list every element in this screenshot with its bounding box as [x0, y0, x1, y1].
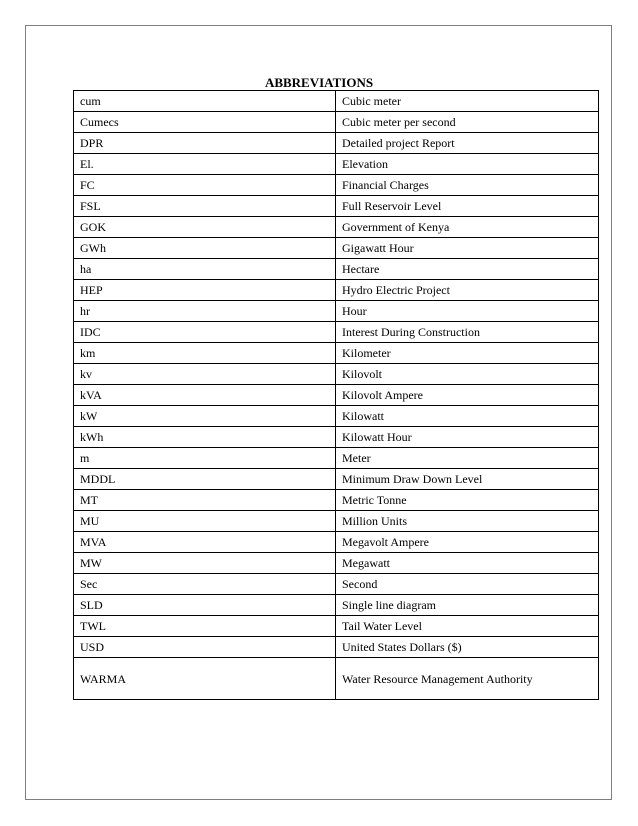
table-row — [74, 175, 599, 196]
abbreviation-cell: ha — [74, 259, 336, 280]
meaning-cell: Kilowatt — [336, 406, 599, 427]
meaning-cell: Water Resource Management Authority — [336, 658, 599, 700]
abbreviation-cell: MU — [74, 511, 336, 532]
abbreviation-cell: HEP — [74, 280, 336, 301]
meaning-cell: Kilovolt Ampere — [336, 385, 599, 406]
table-row — [74, 616, 599, 637]
meaning-cell: Megawatt — [336, 553, 599, 574]
abbreviation-cell: kW — [74, 406, 336, 427]
abbreviation-cell: MT — [74, 490, 336, 511]
table-row — [74, 133, 599, 154]
table-row — [74, 574, 599, 595]
table-row — [74, 343, 599, 364]
abbreviation-cell: FSL — [74, 196, 336, 217]
page-title: ABBREVIATIONS — [264, 75, 374, 90]
meaning-cell: Single line diagram — [336, 595, 599, 616]
abbreviation-cell: cum — [74, 91, 336, 112]
meaning-cell: Tail Water Level — [336, 616, 599, 637]
meaning-cell: Minimum Draw Down Level — [336, 469, 599, 490]
table-row — [74, 238, 599, 259]
meaning-cell: Cubic meter — [336, 91, 599, 112]
table-row — [74, 448, 599, 469]
abbreviation-cell: m — [74, 448, 336, 469]
abbreviation-cell: GWh — [74, 238, 336, 259]
abbreviation-cell: MDDL — [74, 469, 336, 490]
table-row — [74, 112, 599, 133]
table-row — [74, 364, 599, 385]
abbreviation-cell: km — [74, 343, 336, 364]
meaning-cell: Kilometer — [336, 343, 599, 364]
meaning-cell: Elevation — [336, 154, 599, 175]
table-row — [74, 322, 599, 343]
table-row — [74, 658, 599, 700]
abbreviation-cell: MW — [74, 553, 336, 574]
abbreviation-cell: SLD — [74, 595, 336, 616]
table-row — [74, 511, 599, 532]
meaning-cell: Government of Kenya — [336, 217, 599, 238]
meaning-cell: Kilowatt Hour — [336, 427, 599, 448]
table-row — [74, 553, 599, 574]
abbreviation-cell: USD — [74, 637, 336, 658]
table-row — [74, 217, 599, 238]
meaning-cell: United States Dollars ($) — [336, 637, 599, 658]
meaning-cell: Full Reservoir Level — [336, 196, 599, 217]
abbreviations-table-body — [74, 91, 599, 700]
table-row — [74, 196, 599, 217]
meaning-cell: Interest During Construction — [336, 322, 599, 343]
table-row — [74, 385, 599, 406]
meaning-cell: Gigawatt Hour — [336, 238, 599, 259]
meaning-cell: Metric Tonne — [336, 490, 599, 511]
table-row — [74, 595, 599, 616]
abbreviation-cell: IDC — [74, 322, 336, 343]
table-row — [74, 406, 599, 427]
abbreviation-cell: GOK — [74, 217, 336, 238]
table-row — [74, 280, 599, 301]
meaning-cell: Million Units — [336, 511, 599, 532]
meaning-cell: Second — [336, 574, 599, 595]
abbreviation-cell: MVA — [74, 532, 336, 553]
meaning-cell: Financial Charges — [336, 175, 599, 196]
table-row — [74, 532, 599, 553]
table-row — [74, 469, 599, 490]
abbreviation-cell: Sec — [74, 574, 336, 595]
table-row — [74, 154, 599, 175]
table-row — [74, 259, 599, 280]
abbreviation-cell: El. — [74, 154, 336, 175]
meaning-cell: Hydro Electric Project — [336, 280, 599, 301]
abbreviation-cell: kVA — [74, 385, 336, 406]
meaning-cell: Hectare — [336, 259, 599, 280]
table-row — [74, 91, 599, 112]
table-row — [74, 637, 599, 658]
abbreviation-cell: FC — [74, 175, 336, 196]
abbreviation-cell: DPR — [74, 133, 336, 154]
abbreviation-cell: hr — [74, 301, 336, 322]
table-row — [74, 427, 599, 448]
abbreviation-cell: WARMA — [74, 658, 336, 700]
table-row — [74, 490, 599, 511]
abbreviation-cell: kWh — [74, 427, 336, 448]
table-row — [74, 301, 599, 322]
meaning-cell: Meter — [336, 448, 599, 469]
meaning-cell: Detailed project Report — [336, 133, 599, 154]
abbreviation-cell: kv — [74, 364, 336, 385]
meaning-cell: Cubic meter per second — [336, 112, 599, 133]
abbreviation-cell: TWL — [74, 616, 336, 637]
meaning-cell: Hour — [336, 301, 599, 322]
abbreviations-table — [73, 90, 599, 700]
abbreviation-cell: Cumecs — [74, 112, 336, 133]
meaning-cell: Megavolt Ampere — [336, 532, 599, 553]
meaning-cell: Kilovolt — [336, 364, 599, 385]
